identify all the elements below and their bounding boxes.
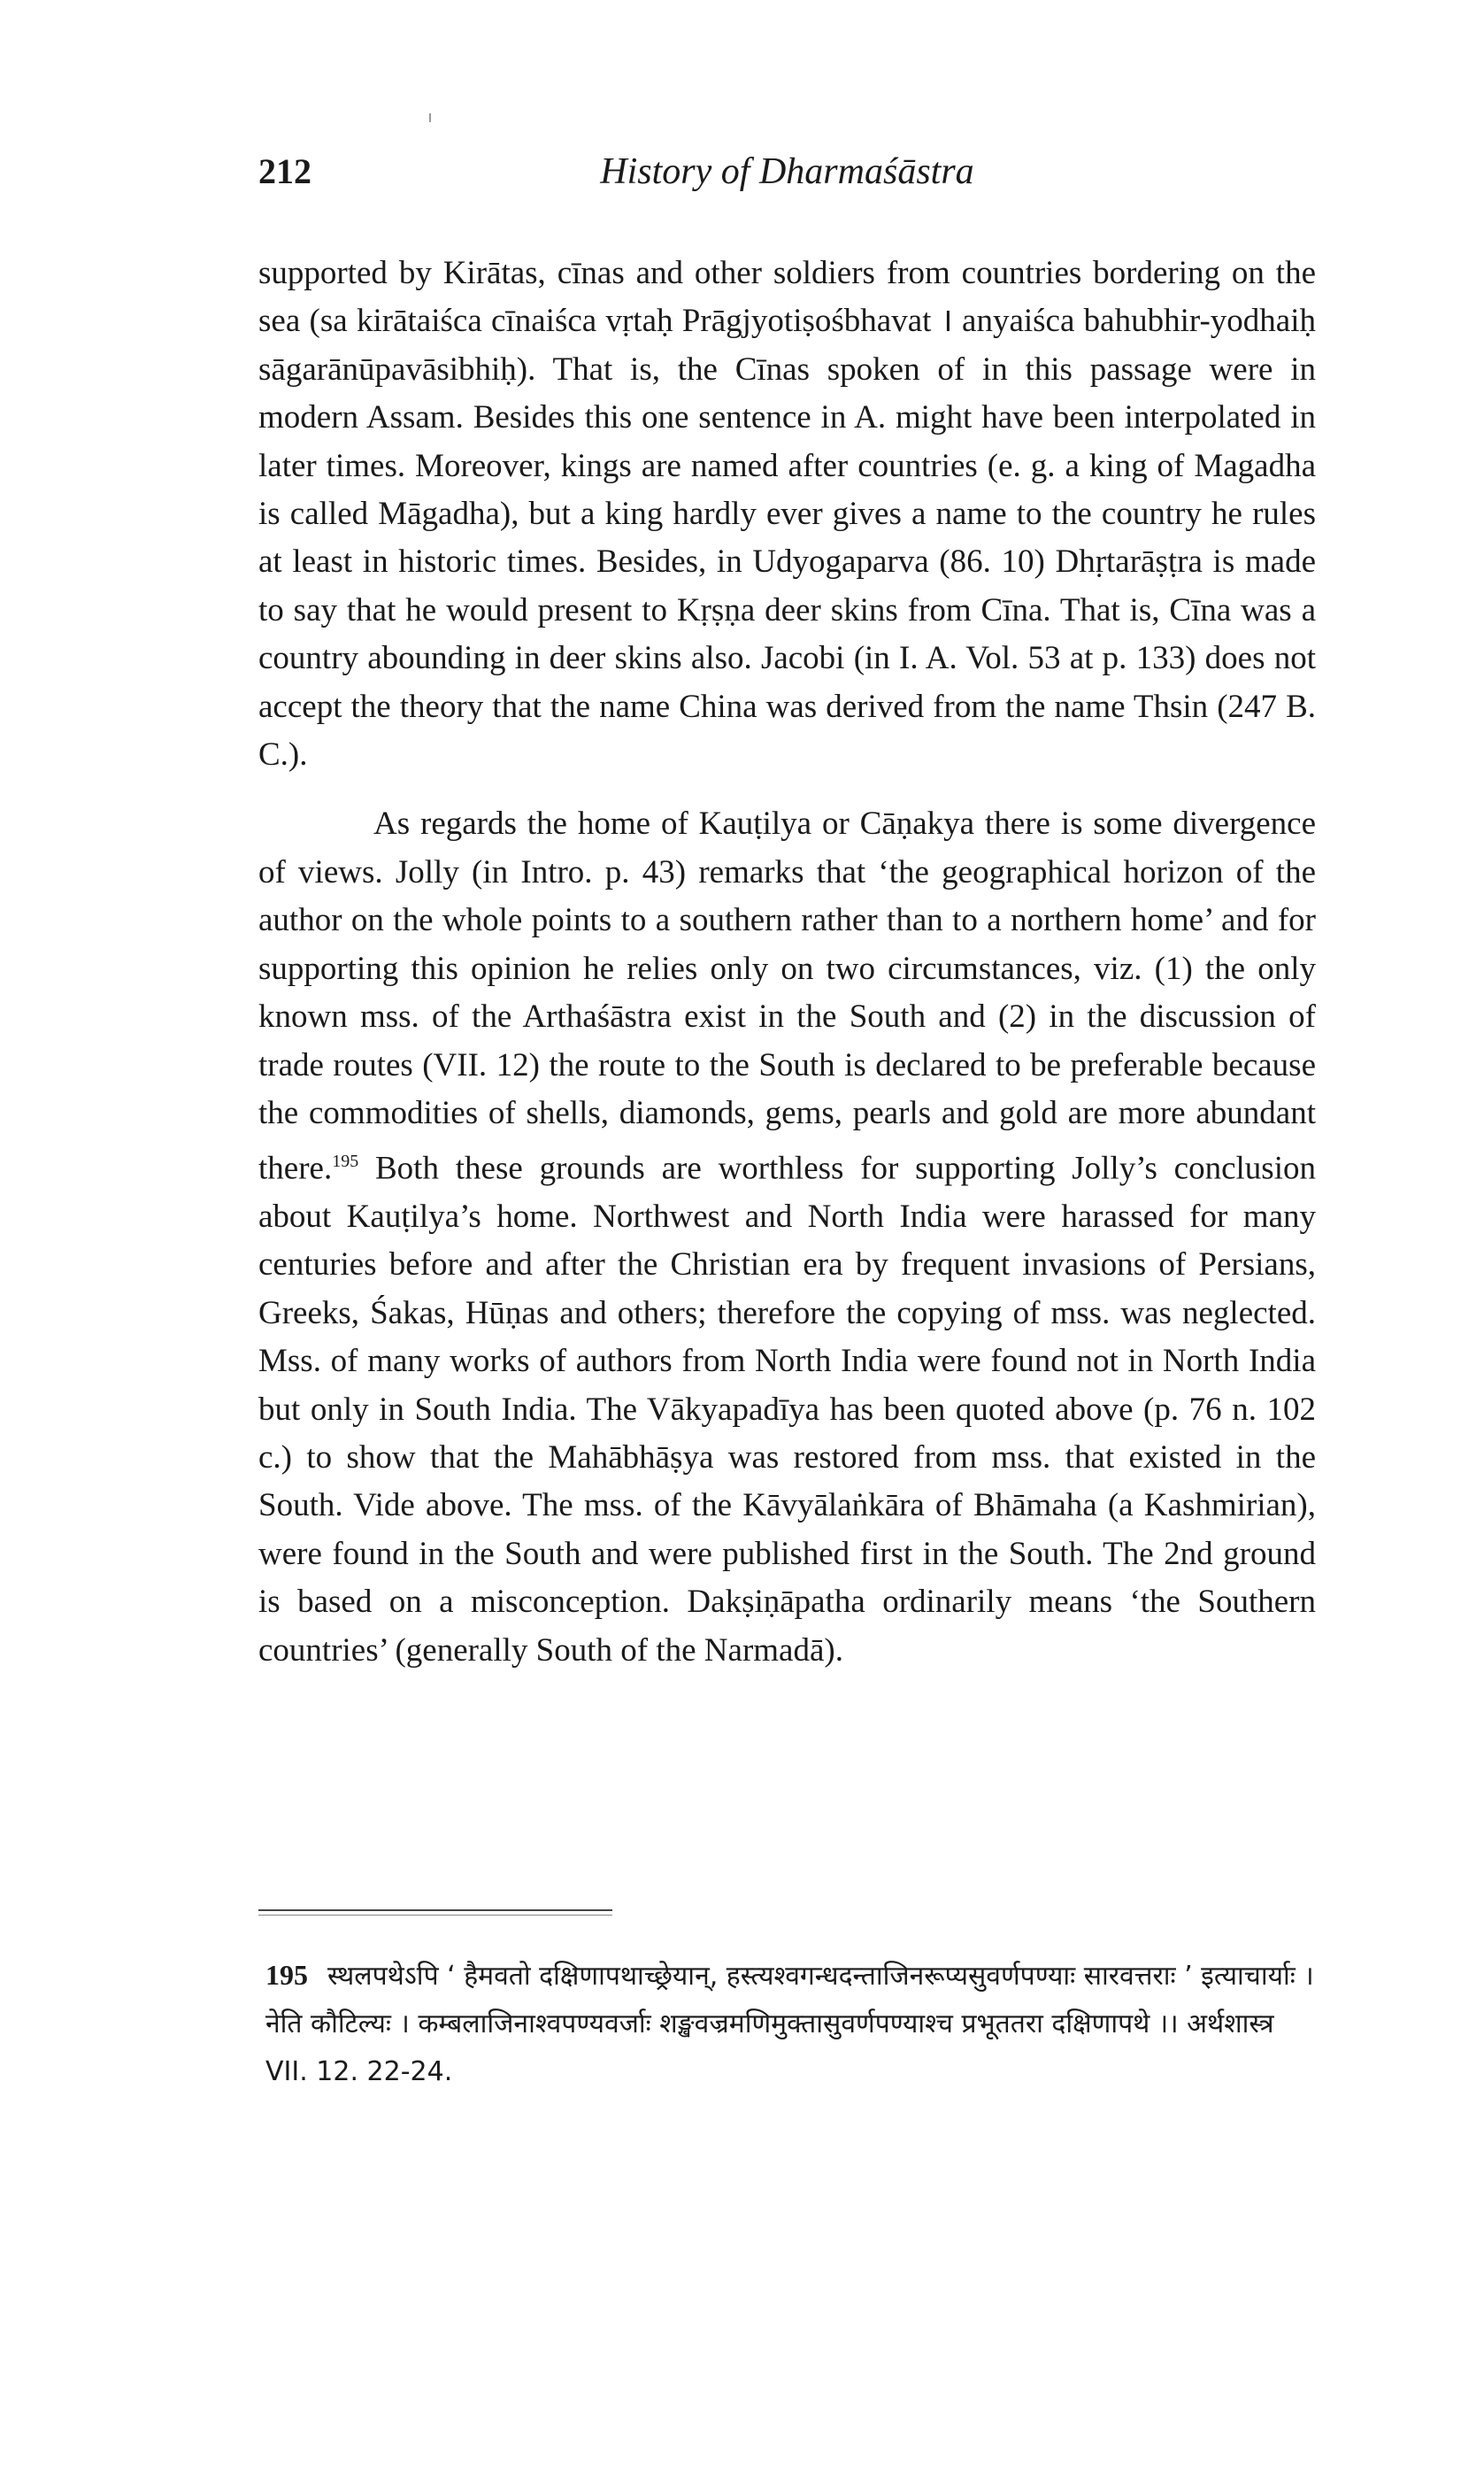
page-number: 212 [258,151,311,191]
paragraph-1: supported by Kirātas, cīnas and other soldiers from countries bordering on the sea (sa kirātaiśca cīnaiśca vṛtaḥ Prāgjyotiṣośbhavat । anyaiśca bahubhir-yodhaiḥ sāgarānūpavāsibhiḥ). That is, the Cīnas spoken of in this passage were in modern Assam. Besides this one sentence in A. might have been interpolated in later times. Moreover, kings are named after countries (e. g. a king of Magadha is called Māgadha), but a king hardly ever gives a name to the country he rules at least in historic times. Besides, in Udyogaparva (86. 10) Dhṛtarāṣṭra is made to say that he would present to Kṛṣṇa deer skins from Cīna. That is, Cīna was a country abounding in deer skins also. Jacobi (in I. A. Vol. 53 at p. 133) does not accept the theory that the name China was derived from the name Thsin (247 B. C.). [258,255,1316,774]
footnote [265,1952,1316,2095]
paragraph-2-text: As regards the home of Kauṭilya or Cāṇakya there is some divergence of views. Jolly (in Intro. p. 43) remarks that ‘the geographical horizon of the author on the whole points to a southern rather than to a northern home’ and for supporting this opinion he relies only on two circumstances, viz. (1) the only known mss. of the Arthaśāstra exist in the South and (2) in the discussion of trade routes (VII. 12) the route to the South is declared to be preferable because the commodities of shells, diamonds, gems, pearls and gold are more abundant there. [258,806,1316,1187]
running-title: History of Dharmaśāstra [600,151,974,192]
paragraph-2-continuation: Both these grounds are worthless for supporting Jolly’s conclusion about Kauṭilya’s home. Northwest and North India were harassed for many centuries before and after the Christian era by frequent invasions of Persians, Greeks, Śakas, Hūṇas and others; therefore the copying of mss. was neglected. Mss. of many works of authors from North India were found not in North India but only in South India. The Vākyapadīya has been quoted above (p. 76 n. 102 c.) to show that the Mahābhāṣya was restored from mss. that existed in the South. Vide above. The mss. of the Kāvyālaṅkāra of Bhāmaha (a Kashmirian), were found in the South and were published first in the South. The 2nd ground is based on a misconception. Dakṣiṇāpatha ordinarily means ‘the Southern countries’ (generally South of the Narmadā). [258,1150,1316,1669]
main-text [258,250,1316,1675]
scan-mark [429,113,431,122]
footnote-reference: 195 [332,1152,359,1172]
paragraph-2 [258,800,1316,1675]
footnote-number: 195 [265,1959,308,1991]
footnote-text: स्थलपथेऽपि ‘ हैमवतो दक्षिणापथाच्छ्रेयान्, हस्त्यश्वगन्धदन्ताजिनरूप्यसुवर्णपण्याः सारवत्तराः ’ इत्याचार्याः । नेति कौटिल्यः । कम्बलाजिनाश्वपण्यवर्जाः शङ्खवज्रमणिमुक्तासुवर्णपण्याश्च प्रभूततरा दक्षिणापथे ।। अर्थशास्त्र VII. 12. 22-24. [265,1961,1314,2087]
footnote-divider [258,1909,612,1911]
footnote-divider-secondary [258,1915,612,1916]
page-header [258,150,1316,212]
